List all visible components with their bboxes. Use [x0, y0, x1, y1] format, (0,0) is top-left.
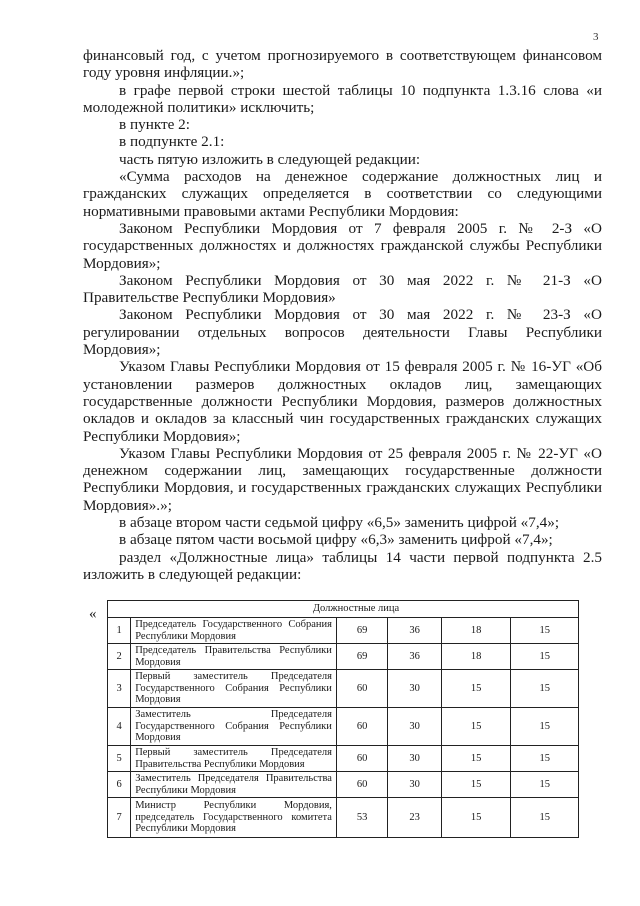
- paragraph: в абзаце пятом части восьмой цифру «6,3» заменить цифрой «7,4»;: [119, 531, 553, 549]
- value-cell: 15: [511, 798, 579, 838]
- paragraph: раздел «Должностные лица» таблицы 14 части первой подпункта 2.5 изложить в следующей редакции:: [83, 548, 602, 583]
- value-cell: 18: [441, 644, 511, 670]
- value-cell: 23: [388, 798, 441, 838]
- value-cell: 30: [388, 746, 441, 772]
- officials-table: [107, 600, 579, 838]
- value-cell: 18: [441, 618, 511, 644]
- value-cell: 15: [441, 798, 511, 838]
- paragraph: часть пятую изложить в следующей редакции:: [119, 150, 421, 168]
- page-number: 3: [593, 31, 599, 43]
- table-section-header: Должностные лица: [108, 601, 579, 618]
- row-number: 4: [108, 708, 131, 746]
- row-number: 7: [108, 798, 131, 838]
- value-cell: 69: [336, 644, 387, 670]
- document-body: [83, 47, 602, 583]
- paragraph: Указом Главы Республики Мордовия от 25 февраля 2005 г. № 22-УГ «О денежном содержании лиц, замещающих государственные должности Республики Мордовия, и государственных гражданских служащих Республики Мордовия».»;: [83, 444, 602, 514]
- table-row: [108, 618, 579, 644]
- value-cell: 53: [336, 798, 387, 838]
- value-cell: 15: [441, 772, 511, 798]
- table-row: [108, 708, 579, 746]
- value-cell: 15: [511, 708, 579, 746]
- paragraph: Законом Республики Мордовия от 7 февраля 2005 г. № 2-З «О государственных должностях и должностях гражданской службы Республики Мордовия»;: [83, 219, 602, 272]
- paragraph: Законом Республики Мордовия от 30 мая 2022 г. № 21-З «О Правительстве Республики Мордовия»: [83, 271, 602, 307]
- paragraph: в абзаце втором части седьмой цифру «6,5» заменить цифрой «7,4»;: [119, 514, 560, 532]
- value-cell: 30: [388, 708, 441, 746]
- value-cell: 60: [336, 746, 387, 772]
- table-row: [108, 798, 579, 838]
- table-row: [108, 670, 579, 708]
- value-cell: 36: [388, 618, 441, 644]
- row-number: 6: [108, 772, 131, 798]
- table-row: [108, 746, 579, 772]
- table-open-quote: «: [89, 606, 97, 622]
- official-title: Председатель Правительства Республики Мордовия: [131, 644, 337, 670]
- value-cell: 15: [511, 618, 579, 644]
- value-cell: 30: [388, 772, 441, 798]
- value-cell: 15: [441, 670, 511, 708]
- value-cell: 15: [511, 670, 579, 708]
- value-cell: 15: [441, 708, 511, 746]
- official-title: Председатель Государственного Собрания Республики Мордовия: [131, 618, 337, 644]
- row-number: 3: [108, 670, 131, 708]
- row-number: 2: [108, 644, 131, 670]
- paragraph: «Сумма расходов на денежное содержание должностных лиц и гражданских служащих определяется в соответствии со следующими нормативными правовыми актами Республики Мордовия:: [83, 168, 602, 220]
- paragraph: Указом Главы Республики Мордовия от 15 февраля 2005 г. № 16-УГ «Об установлении размеров должностных окладов лиц, замещающих государственные должности Республики Мордовия, размеров должностных окладов и окладов за классный чин государственных гражданских служащих Республики Мордовия»;: [83, 358, 602, 445]
- table-row: [108, 772, 579, 798]
- value-cell: 30: [388, 670, 441, 708]
- official-title: Первый заместитель Председателя Правительства Республики Мордовия: [131, 746, 337, 772]
- table-header-row: [108, 601, 579, 618]
- paragraph: Законом Республики Мордовия от 30 мая 2022 г. № 23-З «О регулировании отдельных вопросов деятельности Главы Республики Мордовия»;: [83, 306, 602, 359]
- official-title: Заместитель Председателя Правительства Республики Мордовия: [131, 772, 337, 798]
- official-title: Заместитель Председателя Государственного Собрания Республики Мордовия: [131, 708, 337, 746]
- paragraph: в графе первой строки шестой таблицы 10 подпункта 1.3.16 слова «и молодежной политики» исключить;: [83, 81, 602, 116]
- value-cell: 15: [511, 772, 579, 798]
- value-cell: 60: [336, 708, 387, 746]
- row-number: 1: [108, 618, 131, 644]
- value-cell: 60: [336, 670, 387, 708]
- value-cell: 69: [336, 618, 387, 644]
- value-cell: 15: [441, 746, 511, 772]
- value-cell: 15: [511, 644, 579, 670]
- paragraph: в пункте 2:: [119, 116, 190, 134]
- official-title: Министр Республики Мордовия, председатель Государственного комитета Республики Мордовия: [131, 798, 337, 838]
- value-cell: 36: [388, 644, 441, 670]
- value-cell: 15: [511, 746, 579, 772]
- paragraph: в подпункте 2.1:: [119, 133, 225, 151]
- official-title: Первый заместитель Председателя Государственного Собрания Республики Мордовия: [131, 670, 337, 708]
- value-cell: 60: [336, 772, 387, 798]
- table-row: [108, 644, 579, 670]
- paragraph: финансовый год, с учетом прогнозируемого в соответствующем финансовом году уровня инфляции.»;: [83, 47, 602, 82]
- row-number: 5: [108, 746, 131, 772]
